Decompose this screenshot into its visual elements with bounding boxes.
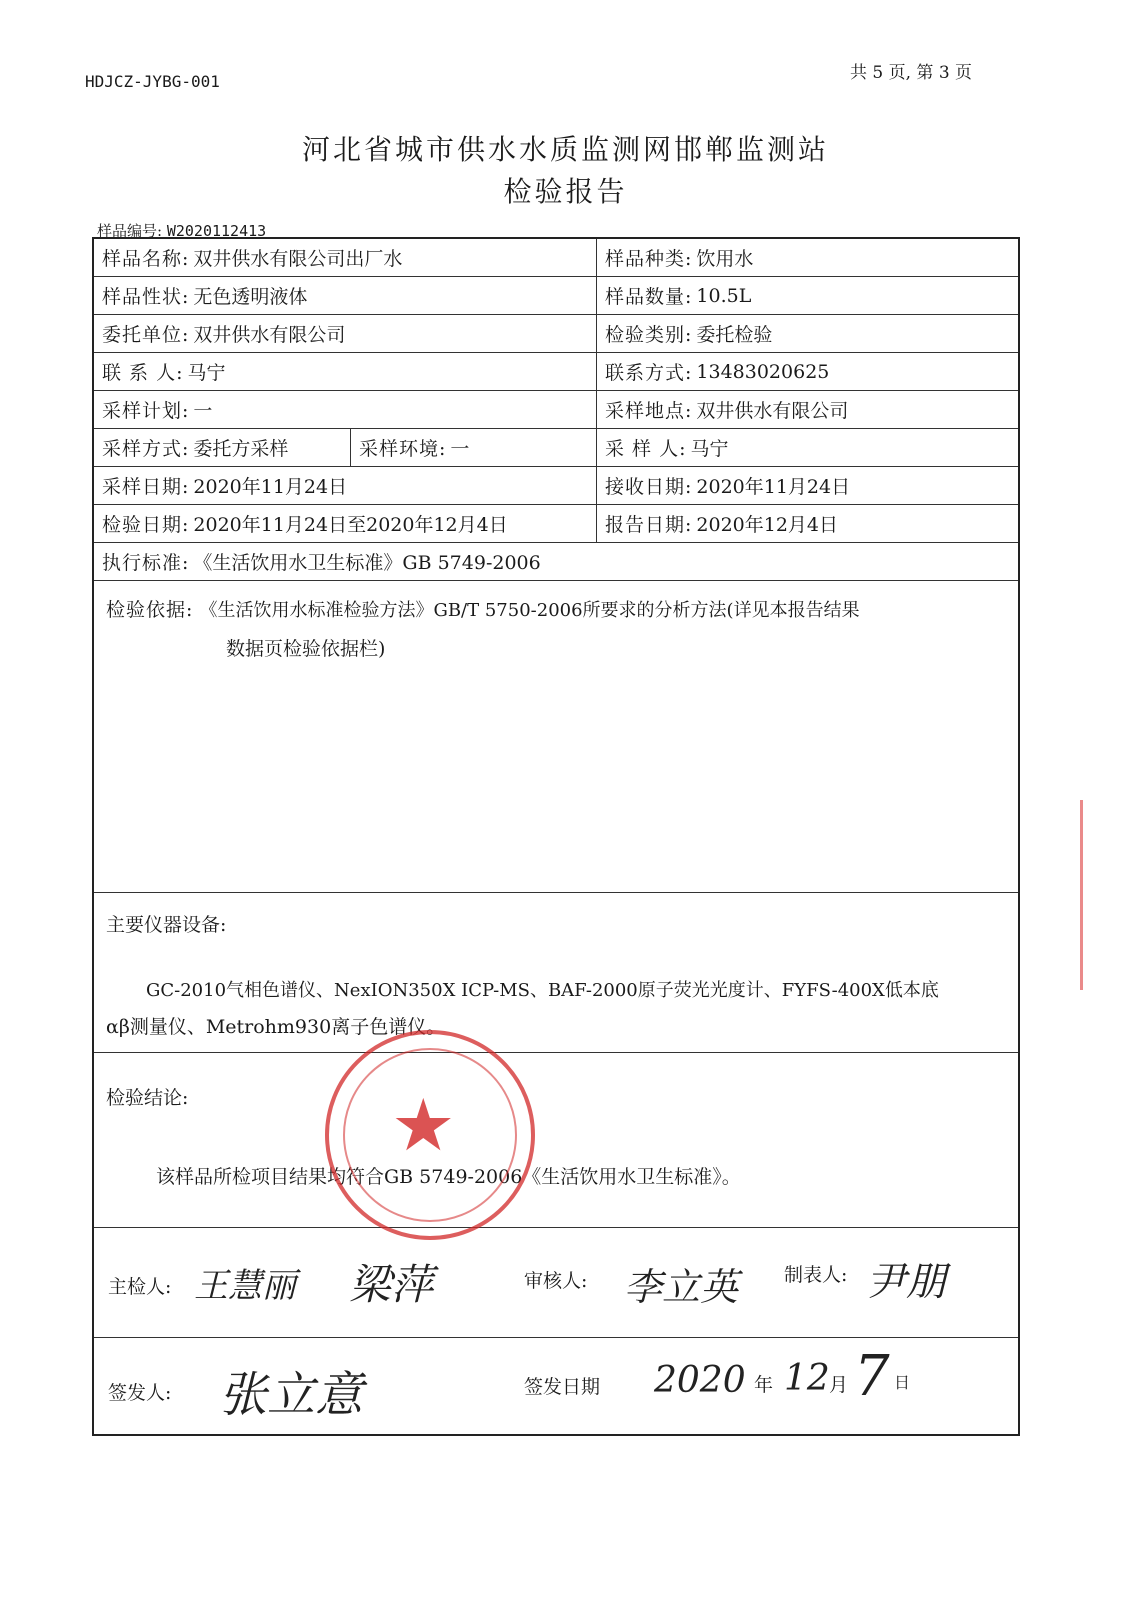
contact-info-value: 13483020625 [696,360,830,383]
test-date-value: 2020年11月24日至2020年12月4日 [193,514,508,536]
client-cell [94,315,596,352]
plan-value: 一 [193,400,213,422]
location-cell [596,391,1018,428]
equipment-cell [94,893,1018,1052]
sample-number-label: 样品编号: [97,222,163,240]
basis-label: 检验依据: [106,599,194,621]
form-row [94,315,1018,353]
test-type-cell [596,315,1018,352]
preparer-label: 制表人: [784,1264,848,1286]
sample-type-cell [596,239,1018,276]
equipment-label: 主要仪器设备: [106,914,227,936]
standard-label: 执行标准: [102,552,190,574]
conclusion-cell [94,1053,1018,1227]
test-type-value: 委托检验 [696,324,773,346]
document-code: HDJCZ-JYBG-001 [85,72,220,91]
test-date-label: 检验日期: [102,514,190,536]
issuer-label: 签发人: [108,1382,172,1404]
form-row [94,277,1018,315]
method-label: 采样方式: [102,438,190,460]
test-type-label: 检验类别: [605,324,693,346]
method-cell [94,429,350,466]
sample-date-cell [94,467,596,504]
conclusion-text: 该样品所检项目结果均符合GB 5749-2006《生活饮用水卫生标准》。 [156,1166,741,1188]
plan-label: 采样计划: [102,400,190,422]
issue-day: 7 [854,1344,890,1409]
report-title: 河北省城市供水水质监测网邯郸监测站 [301,133,829,166]
receive-date-label: 接收日期: [605,476,693,498]
receive-date-value: 2020年11月24日 [696,476,851,498]
signature-row [94,1228,1018,1338]
issue-day-char: 日 [894,1373,911,1392]
basis-text-2: 数据页检验依据栏) [226,638,386,660]
basis-section [94,581,1018,893]
issue-row [94,1338,1018,1434]
sample-qty-label: 样品数量: [605,286,693,308]
issue-year-char: 年 [754,1374,774,1396]
issue-month: 12 [784,1358,830,1399]
inspector-signature-2: 梁萍 [349,1260,434,1309]
standard-value: 《生活饮用水卫生标准》GB 5749-2006 [193,552,541,574]
basis-cell [94,581,1018,892]
sample-date-label: 采样日期: [102,476,190,498]
report-subtitle: 检验报告 [503,175,628,208]
sample-name-cell [94,239,596,276]
form-row [94,543,1018,581]
env-cell [350,429,596,466]
sample-type-label: 样品种类: [605,248,693,270]
sample-state-value: 无色透明液体 [193,286,308,308]
report-date-value: 2020年12月4日 [696,514,839,536]
form-row [94,239,1018,277]
sample-name-value: 双井供水有限公司出厂水 [193,248,403,270]
sampler-cell [596,429,1018,466]
form-row [94,429,1018,467]
sampler-label: 采 样 人: [605,438,687,460]
sample-state-label: 样品性状: [102,286,190,308]
test-date-cell [94,505,596,542]
official-seal-stamp [325,1030,535,1240]
equipment-section [94,893,1018,1053]
issuer-signature: 张立意 [219,1367,364,1423]
conclusion-section [94,1053,1018,1228]
inspector-label: 主检人: [108,1276,172,1298]
contact-cell [94,353,596,390]
contact-label: 联 系 人: [102,362,184,384]
client-value: 双井供水有限公司 [193,324,346,346]
issue-month-char: 月 [829,1374,849,1396]
sample-qty-value: 10.5L [696,284,752,307]
reviewer-label: 审核人: [524,1270,588,1292]
contact-value: 马宁 [187,362,226,384]
form-row [94,467,1018,505]
conclusion-label: 检验结论: [106,1087,189,1109]
receive-date-cell [596,467,1018,504]
method-value: 委托方采样 [193,438,289,460]
standard-cell [94,543,1018,580]
sample-name-label: 样品名称: [102,248,190,270]
sample-state-cell [94,277,596,314]
plan-cell [94,391,596,428]
issue-date-label: 签发日期 [524,1376,601,1398]
inspector-signature-1: 王慧丽 [194,1266,296,1306]
contact-info-cell [596,353,1018,390]
location-value: 双井供水有限公司 [696,400,849,422]
client-label: 委托单位: [102,324,190,346]
preparer-signature: 尹朋 [866,1259,946,1305]
sampler-value: 马宁 [690,438,729,460]
issue-cell [94,1338,1018,1434]
page-info: 共 5 页, 第 3 页 [850,63,973,83]
report-date-label: 报告日期: [605,514,693,536]
env-label: 采样环境: [359,438,447,460]
basis-line-1 [106,591,1006,630]
contact-info-label: 联系方式: [605,362,693,384]
report-date-cell [596,505,1018,542]
form-row [94,391,1018,429]
sample-qty-cell [596,277,1018,314]
form-row [94,353,1018,391]
report-form [92,237,1020,1436]
env-value: 一 [450,438,470,460]
seam-stamp-edge [1080,800,1101,990]
issue-year: 2020 [654,1360,746,1401]
reviewer-signature: 李立英 [624,1265,739,1309]
sample-date-value: 2020年11月24日 [193,476,348,498]
equipment-line-2: αβ测量仪、Metrohm930离子色谱仪。 [106,1016,446,1038]
signature-cell [94,1228,1018,1337]
basis-text-1: 《生活饮用水标准检验方法》GB/T 5750-2006所要求的分析方法(详见本报告结果 [199,600,860,621]
location-label: 采样地点: [605,400,693,422]
form-row [94,505,1018,543]
seal-star-icon: ★ [391,1083,456,1167]
equipment-line-1: GC-2010气相色谱仪、NexION350X ICP-MS、BAF-2000原子荧光光度计、FYFS-400X低本底 [146,980,939,1001]
sample-type-value: 饮用水 [696,248,754,270]
sample-number-value: W2020112413 [166,222,267,240]
